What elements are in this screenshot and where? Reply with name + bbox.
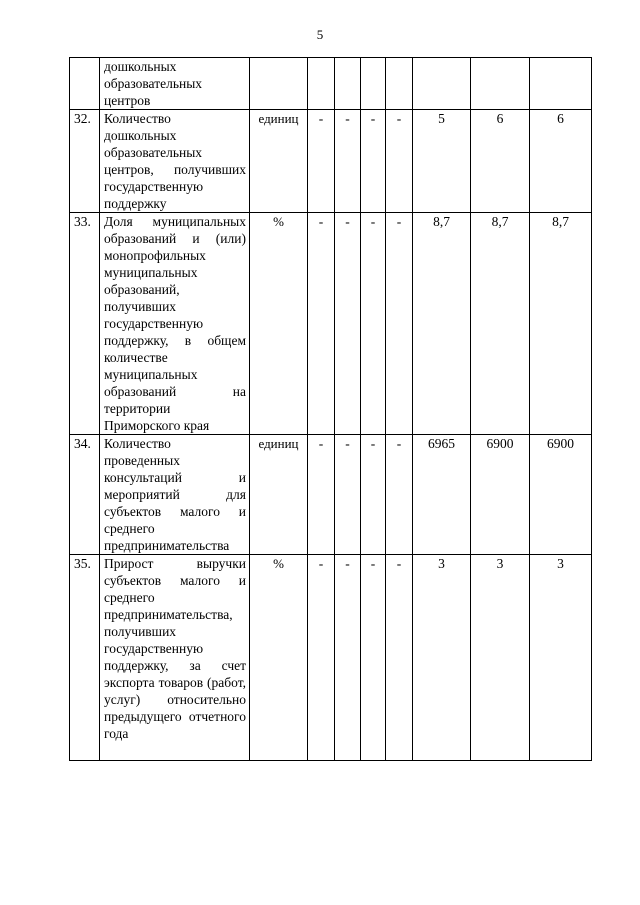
table-row: [70, 58, 592, 110]
dash-cell: -: [361, 213, 386, 435]
unit-cell: %: [250, 555, 308, 761]
table-row: [70, 110, 592, 213]
dash-cell: -: [386, 435, 413, 555]
value-cell: 3: [413, 555, 471, 761]
row-number: [70, 58, 100, 110]
value-cell: [530, 58, 592, 110]
value-cell: 8,7: [530, 213, 592, 435]
value-cell: [413, 58, 471, 110]
indicator-name: Доля муниципальных образований и (или) монопрофильных муниципальных образований, получивших государственную поддержку, в общем количестве муниципальных образований на территории Приморского края: [100, 213, 250, 435]
dash-cell: -: [335, 555, 361, 761]
dash-cell: -: [308, 213, 335, 435]
dash-cell: [335, 58, 361, 110]
value-cell: 6965: [413, 435, 471, 555]
unit-cell: %: [250, 213, 308, 435]
dash-cell: [308, 58, 335, 110]
dash-cell: -: [386, 110, 413, 213]
row-number: 32.: [70, 110, 100, 213]
page-number: 5: [316, 27, 324, 42]
unit-cell: единиц: [250, 435, 308, 555]
indicator-name: дошкольных образовательных центров: [100, 58, 250, 110]
dash-cell: -: [361, 555, 386, 761]
value-cell: 6900: [471, 435, 530, 555]
table-body: [70, 58, 592, 761]
value-cell: 6900: [530, 435, 592, 555]
dash-cell: [361, 58, 386, 110]
value-cell: 3: [471, 555, 530, 761]
dash-cell: -: [386, 555, 413, 761]
dash-cell: -: [361, 435, 386, 555]
indicator-name: Прирост выручки субъектов малого и среднего предпринимательства, получивших государственную поддержку, за счет экспорта товаров (работ, услуг) относительно предыдущего отчетного года: [100, 555, 250, 761]
dash-cell: [386, 58, 413, 110]
dash-cell: -: [386, 213, 413, 435]
unit-cell: единиц: [250, 110, 308, 213]
dash-cell: -: [308, 435, 335, 555]
dash-cell: -: [308, 555, 335, 761]
value-cell: 8,7: [413, 213, 471, 435]
dash-cell: -: [335, 213, 361, 435]
dash-cell: -: [308, 110, 335, 213]
row-number: 33.: [70, 213, 100, 435]
table-row: [70, 435, 592, 555]
value-cell: 6: [530, 110, 592, 213]
table-row: [70, 555, 592, 761]
indicator-name: Количество проведенных консультаций и мероприятий для субъектов малого и среднего предпринимательства: [100, 435, 250, 555]
indicators-table: [69, 57, 592, 761]
table-row: [70, 213, 592, 435]
dash-cell: -: [335, 435, 361, 555]
dash-cell: -: [335, 110, 361, 213]
value-cell: 3: [530, 555, 592, 761]
value-cell: 8,7: [471, 213, 530, 435]
unit-cell: [250, 58, 308, 110]
indicator-name: Количество дошкольных образовательных центров, получивших государственную поддержку: [100, 110, 250, 213]
row-number: 34.: [70, 435, 100, 555]
row-number: 35.: [70, 555, 100, 761]
value-cell: 5: [413, 110, 471, 213]
dash-cell: -: [361, 110, 386, 213]
value-cell: 6: [471, 110, 530, 213]
value-cell: [471, 58, 530, 110]
